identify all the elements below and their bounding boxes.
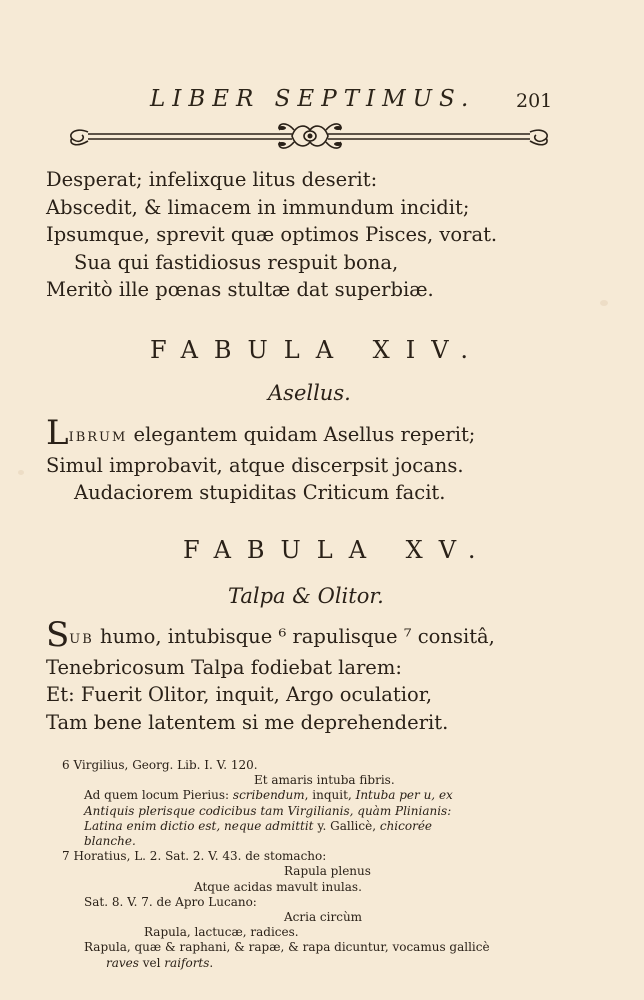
running-head: LIBER SEPTIMUS. (150, 86, 476, 112)
footnote-6-line (62, 788, 582, 803)
fable15-title: FABULA XV. (183, 536, 492, 564)
footnote-6-line: blanche. (84, 834, 136, 849)
footnote-italic: chicorée (379, 818, 433, 833)
drop-cap: L (46, 413, 69, 453)
verse-line: Ipsumque, sprevit quæ optimos Pisces, vorat. (46, 223, 498, 246)
footnote-italic: raiforts (164, 955, 210, 970)
footnote-7-line (62, 956, 582, 971)
small-caps-word: IBRUM (68, 430, 128, 445)
verse-line: Tam bene latentem si me deprehenderit. (46, 710, 449, 734)
fable13-ending (46, 166, 497, 304)
footnote-text: . (209, 955, 214, 970)
small-caps-word: UB (69, 632, 94, 647)
verse-line: Et: Fuerit Olitor, inquit, Argo oculatior, (46, 683, 433, 706)
verse-line-text: elegantem quidam Asellus reperit; (127, 423, 476, 446)
ornamental-rule (60, 116, 560, 158)
verse-line: Desperat; infelixque litus deserit: (46, 168, 378, 191)
verse-line: Sua qui fastidiosus respuit bona, (74, 250, 399, 274)
footnote-6-line: 6 Virgilius, Georg. Lib. I. V. 120. (62, 758, 258, 772)
footnote-7-quote: Atque acidas mavult inulas. (194, 879, 362, 894)
foxing-spot (18, 470, 24, 475)
footnote-6-quote: Et amaris intuba fibris. (254, 773, 395, 788)
footnote-italic: Latina enim dictio est, neque admittit (84, 818, 314, 833)
verse-line: Meritò ille pœnas stultæ dat superbiæ. (46, 278, 434, 301)
footnote-7-quote: Acria circùm (284, 910, 363, 925)
verse-line-first (46, 413, 476, 453)
footnotes (62, 758, 582, 971)
verse-line: Audaciorem stupiditas Criticum facit. (74, 481, 446, 504)
footnote-text: , inquit, (304, 788, 356, 803)
footnote-text: Ad quem locum Pierius: (84, 788, 233, 803)
footnote-italic: scribendum (232, 788, 305, 803)
fable15-verse (46, 615, 495, 736)
fable14-verse (46, 413, 476, 507)
foxing-spot (600, 300, 608, 306)
verse-line-text: humo, intubisque ⁶ rapulisque ⁷ consitâ, (93, 625, 495, 648)
page-number: 201 (516, 90, 553, 112)
verse-line-first (46, 615, 495, 655)
fable14-title: FABULA XIV. (150, 336, 484, 364)
footnote-6-line: Antiquis plerisque codicibus tam Virgilianis, quàm Plinianis: (84, 803, 452, 818)
footnote-7-line: Sat. 8. V. 7. de Apro Lucano: (84, 894, 257, 909)
footnote-text: vel (138, 955, 165, 970)
footnote-italic: raves (106, 955, 139, 970)
footnote-italic: Intuba per u, ex (355, 788, 453, 803)
fable15-subtitle: Talpa & Olitor. (228, 584, 384, 608)
footnote-7-line: Rapula, quæ & raphani, & rapæ, & rapa dicuntur, vocamus gallicè (84, 940, 490, 955)
verse-line: Simul improbavit, atque discerpsit jocans. (46, 453, 464, 477)
verse-line: Tenebricosum Talpa fodiebat larem: (46, 655, 402, 679)
drop-cap: S (46, 615, 70, 655)
footnote-6-line (62, 819, 582, 834)
verse-line: Abscedit, & limacem in immundum incidit; (46, 195, 470, 219)
footnote-text: y. Gallicè, (313, 818, 380, 833)
footnote-7-quote: Rapula plenus (284, 864, 371, 879)
footnote-7-quote: Rapula, lactucæ, radices. (144, 925, 299, 940)
footnote-7-line: 7 Horatius, L. 2. Sat. 2. V. 43. de stomacho: (62, 849, 327, 864)
fable14-subtitle: Asellus. (268, 381, 351, 405)
